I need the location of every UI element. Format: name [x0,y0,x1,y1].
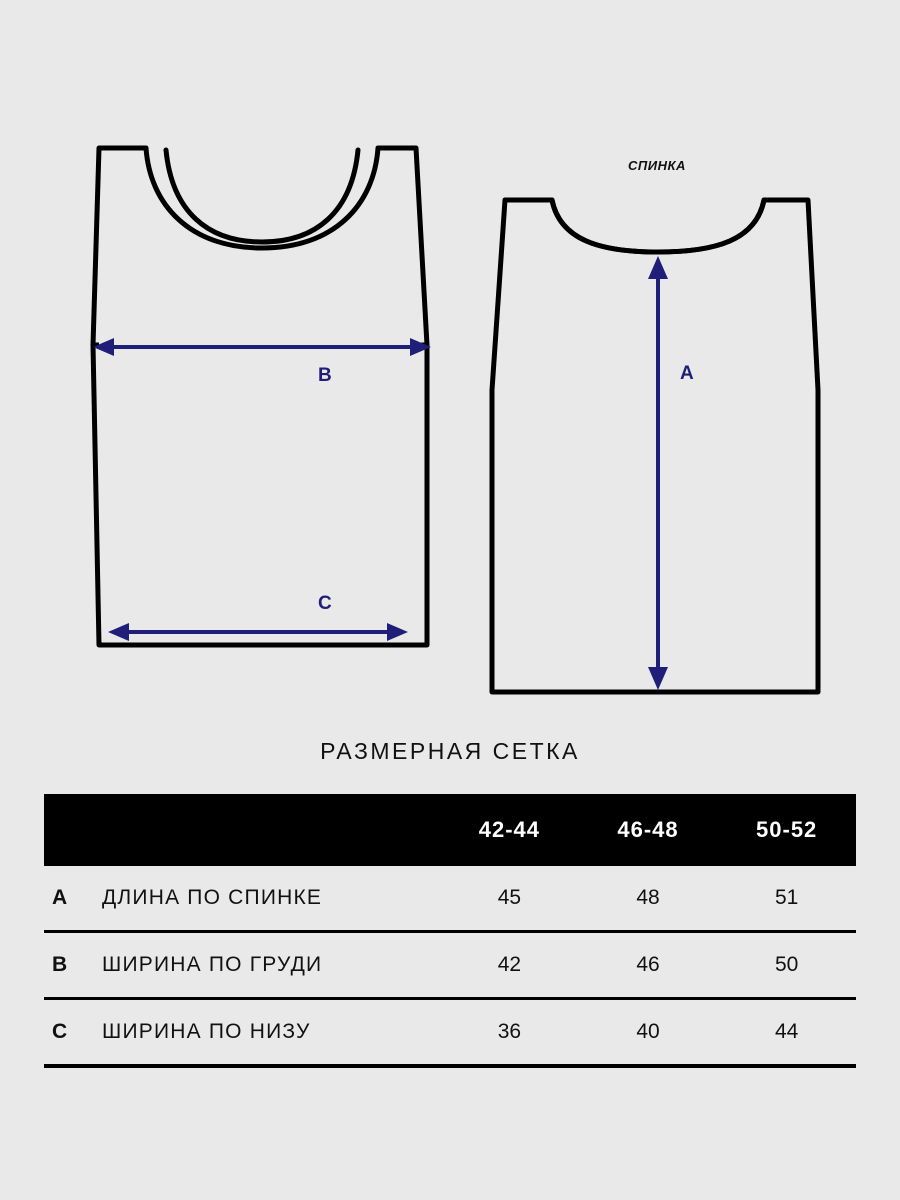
dimension-label-c: C [318,593,333,614]
row-c-size-46-48: 40 [579,999,718,1067]
size-table-head [44,794,856,866]
front-view-outline [93,148,427,645]
header-size-50-52: 50-52 [756,817,818,842]
table-row [44,999,856,1067]
dimension-label-b: B [318,365,333,386]
size-table-header-row [44,794,856,866]
header-size-42-44: 42-44 [478,817,541,842]
row-b-size-42-44: 42 [440,932,579,999]
row-name-c: ШИРИНА ПО НИЗУ [100,999,440,1067]
row-code-b: B [44,932,100,999]
row-b-size-50-52: 50 [717,932,856,999]
row-name-b: ШИРИНА ПО ГРУДИ [100,932,440,999]
back-view-label: СПИНКА [628,158,686,173]
row-a-size-42-44: 45 [440,866,579,932]
row-code-a: A [44,866,100,932]
row-a-size-50-52: 51 [717,866,856,932]
row-c-size-50-52: 44 [717,999,856,1067]
size-table [44,794,856,1068]
row-a-size-46-48: 48 [579,866,718,932]
row-name-a: ДЛИНА ПО СПИНКЕ [100,866,440,932]
row-b-size-46-48: 46 [579,932,718,999]
size-table-body [44,866,856,1066]
size-table-wrapper [44,794,856,1068]
row-c-size-42-44: 36 [440,999,579,1067]
dimension-arrow-a [648,256,668,690]
table-row [44,866,856,932]
header-size-46-48: 46-48 [617,817,679,842]
dimension-arrow-c [108,623,408,641]
table-row [44,932,856,999]
header-measure-name [100,794,440,866]
dimension-label-a: A [680,363,695,384]
dimension-arrow-b [93,338,431,356]
row-code-c: C [44,999,100,1067]
chart-title: РАЗМЕРНАЯ СЕТКА [320,738,580,764]
header-code [44,794,100,866]
